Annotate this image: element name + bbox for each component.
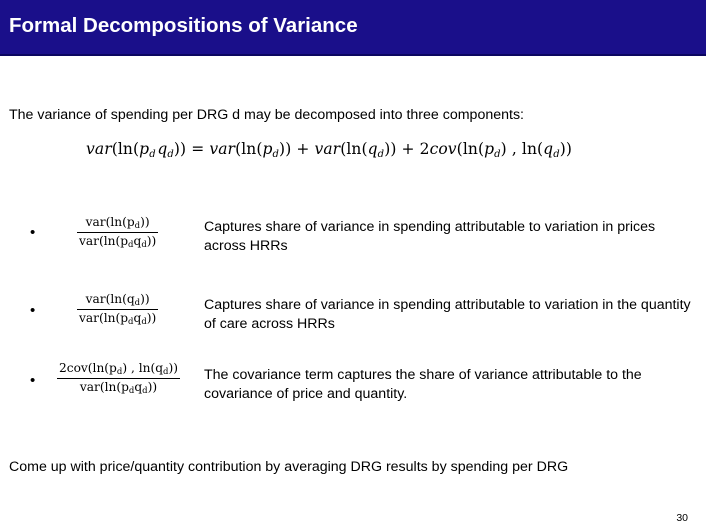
bullet-2: •	[30, 302, 36, 319]
price-share-fraction: $var(\ln(p_d))$ $var(\ln(p_dq_d))$	[79, 215, 157, 250]
intro-text: The variance of spending per DRG d may be decomposed into three components:	[9, 107, 524, 123]
quantity-share-description: Captures share of variance in spending attributable to variation in the quantity of care across HRRs	[204, 297, 691, 332]
slide-title: Formal Decompositions of Variance	[9, 14, 358, 37]
page-number: 30	[676, 512, 688, 524]
conclusion-text: Come up with price/quantity contribution by averaging DRG results by spending per DRG	[9, 459, 569, 475]
title-bar	[0, 0, 706, 56]
covariance-share-fraction: $2cov(\ln(p_d)$ , $\ln(q_d)$) $var(\ln(p_dq_d))$	[59, 361, 178, 396]
price-share-description: Captures share of variance in spending attributable to variation in prices across HRRs	[204, 219, 656, 254]
quantity-share-fraction: $var(\ln(q_d))$ $var(\ln(p_dq_d))$	[79, 292, 157, 327]
bullet-1: •	[30, 224, 36, 241]
covariance-share-description: The covariance term captures the share of variance attributable to the covariance of price and quantity.	[204, 367, 642, 402]
variance-equation: $var(\ln(p_d$ $q_d)) = var(\ln(p_d)) + var(\ln(q_d)) + 2cov(\ln(p_d)$ , $\ln(q_d)$)	[86, 140, 573, 160]
bullet-3: •	[30, 372, 36, 389]
